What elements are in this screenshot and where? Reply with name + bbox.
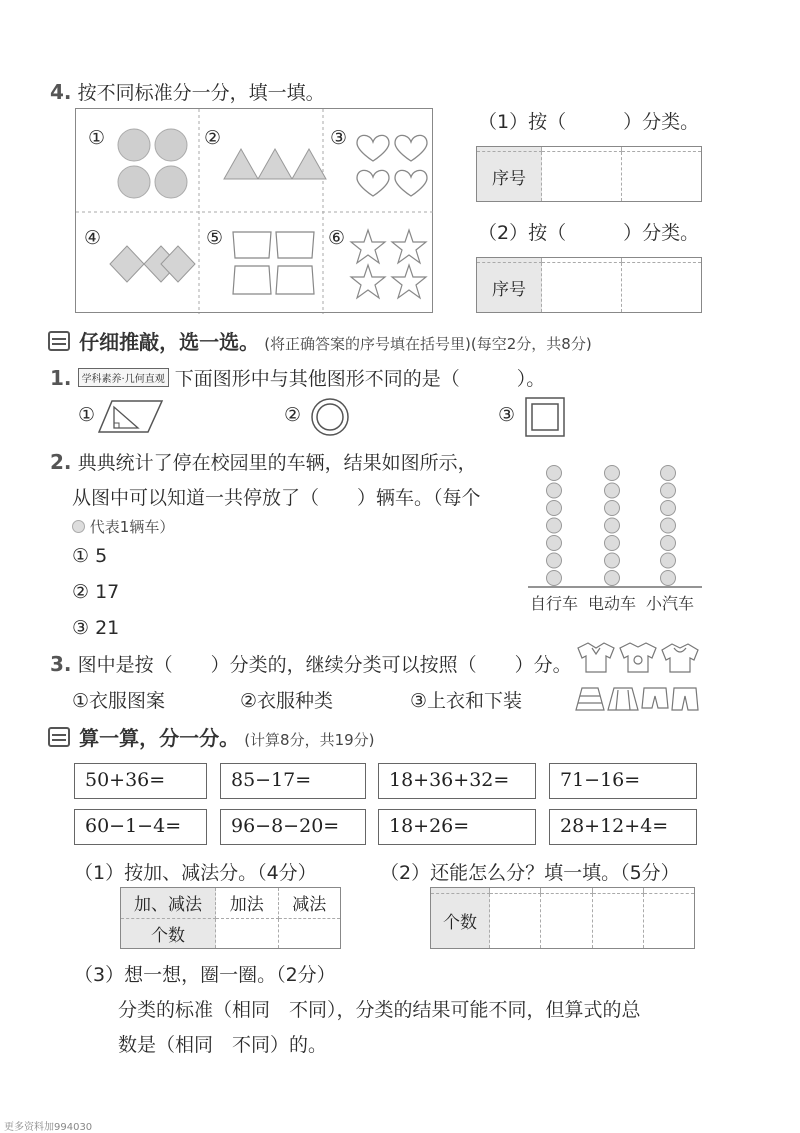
pictograph-unit-3-4 [661, 518, 676, 533]
pictograph-unit-2-6 [605, 483, 620, 498]
s3-line2: 数是（相同 不同）的。 [118, 1034, 328, 1056]
s2q2-text3: 代表1辆车） [89, 518, 175, 536]
section3-heading [48, 722, 375, 751]
clothes-illustration [574, 640, 702, 718]
tshirt-icon [620, 643, 656, 672]
literacy-tag: 学科素养·几何直观 [78, 368, 169, 387]
q4-table1-label: 序号 [477, 152, 542, 202]
cell-label-3: ③ [330, 127, 348, 149]
s2q3-text: 图中是按（ ）分类的，继续分类可以按照（ ）分。 [77, 654, 572, 676]
section3-title: 算一算，分一分。 [79, 726, 240, 750]
custom-sort-table[interactable] [430, 887, 695, 949]
q4-title: 按不同标准分一分，填一填。 [77, 82, 325, 104]
s2q3-opt2: ②衣服种类 [240, 690, 334, 712]
s2q1-opt1-label: ① [78, 404, 96, 426]
calc-box[interactable]: 50+36= [74, 763, 207, 799]
section2-note: (将正确答案的序号填在括号里)(每空2分，共8分) [264, 335, 592, 353]
q4-shapes-svg [76, 109, 434, 314]
q4-heading [50, 78, 325, 105]
pants-icon [672, 688, 698, 710]
s2q3-number: 3. [50, 652, 72, 676]
label-ebike: 电动车 [588, 594, 637, 613]
pictograph-unit-3-2 [661, 553, 676, 568]
custom-table-count: 个数 [431, 893, 490, 948]
s2q2-opt1: ① 5 [72, 545, 108, 567]
calc-box[interactable]: 28+12+4= [549, 809, 697, 845]
label-car: 小汽车 [646, 594, 695, 613]
q4-table2-label: 序号 [477, 263, 542, 313]
concentric-circles-figure [310, 397, 350, 437]
cell-label-2: ② [204, 127, 222, 149]
s2q3-opt3: ③上衣和下装 [410, 690, 523, 712]
s2q3-line [50, 650, 572, 677]
section2-title: 仔细推敲，选一选。 [79, 330, 260, 354]
s2q1-text: 下面图形中与其他图形不同的是（ ）。 [174, 368, 546, 390]
table-header-add: 加法 [216, 888, 279, 919]
pictograph-unit-1-7 [547, 466, 562, 481]
pictograph-unit-1-1 [547, 571, 562, 586]
pictograph-unit-1-3 [547, 536, 562, 551]
diamond-shapes [110, 246, 195, 282]
heart-shapes [357, 135, 427, 196]
calc-box[interactable]: 18+36+32= [378, 763, 536, 799]
pictograph-unit-3-3 [661, 536, 676, 551]
parallelogram-triangle-figure [98, 399, 164, 435]
pictograph-unit-2-7 [605, 466, 620, 481]
s2q3-opt1: ①衣服图案 [72, 690, 166, 712]
s2q2-opt2: ② 17 [72, 581, 120, 603]
calc-box[interactable]: 18+26= [378, 809, 536, 845]
pictograph-unit-3-6 [661, 483, 676, 498]
s2q2-opt3: ③ 21 [72, 617, 120, 639]
pictograph-unit-3-1 [661, 571, 676, 586]
q4-table2[interactable] [476, 257, 702, 313]
pictograph-unit-2-3 [605, 536, 620, 551]
s3-sub1: （1）按加、减法分。（4分） [74, 862, 317, 884]
pictograph-unit-1-5 [547, 501, 562, 516]
calc-box[interactable]: 60−1−4= [74, 809, 207, 845]
pictograph-unit-2-2 [605, 553, 620, 568]
cell-label-6: ⑥ [328, 227, 346, 249]
cell-label-4: ④ [84, 227, 102, 249]
calc-box[interactable]: 96−8−20= [220, 809, 366, 845]
pictograph-unit-1-6 [547, 483, 562, 498]
s3-line1: 分类的标准（相同 不同），分类的结果可能不同，但算式的总 [118, 999, 641, 1021]
q4-sub1: （1）按（ ）分类。 [478, 111, 700, 133]
pictograph-unit-2-4 [605, 518, 620, 533]
table-header-sub: 减法 [278, 888, 341, 919]
shirt-icon [578, 643, 614, 672]
pictograph-unit-3-7 [661, 466, 676, 481]
s2q1-number: 1. [50, 366, 72, 390]
s2q2-number: 2. [50, 450, 72, 474]
cell-label-1: ① [88, 127, 106, 149]
triangle-shapes [224, 149, 326, 179]
s2q1-line [50, 364, 545, 391]
hoodie-icon [662, 644, 698, 672]
pictograph-unit-1-4 [547, 518, 562, 533]
s2q1-opt3-label: ③ [498, 404, 516, 426]
unit-circle-icon [72, 520, 85, 533]
footer-watermark: 更多资料加994030 [4, 1122, 93, 1133]
dress-skirt-icon [608, 688, 638, 710]
s2q1-opt2-label: ② [284, 404, 302, 426]
shorts-icon [642, 688, 668, 708]
table-header-type: 加、减法 [121, 888, 216, 919]
s2q2-line1 [50, 448, 477, 475]
q4-shapes-grid [75, 108, 433, 313]
pictograph-unit-2-5 [605, 501, 620, 516]
s2q2-line2: 从图中可以知道一共停放了（ ）辆车。（每个 [72, 487, 481, 509]
star-shapes [351, 230, 426, 298]
add-sub-table[interactable] [120, 887, 341, 949]
q4-table1[interactable] [476, 146, 702, 202]
section-three-icon [48, 727, 70, 747]
skirt-icon [576, 688, 604, 710]
q4-sub2: （2）按（ ）分类。 [478, 222, 700, 244]
q4-number: 4. [50, 80, 72, 104]
calc-box[interactable]: 85−17= [220, 763, 366, 799]
cell-label-5: ⑤ [206, 227, 224, 249]
pictograph-unit-3-5 [661, 501, 676, 516]
s2q2-line3 [72, 516, 174, 537]
s3-sub3: （3）想一想，圈一圈。（2分） [74, 964, 336, 986]
section3-note: (计算8分，共19分) [244, 731, 375, 749]
pictograph-unit-2-1 [605, 571, 620, 586]
calc-box[interactable]: 71−16= [549, 763, 697, 799]
section2-heading [48, 326, 592, 355]
s2q2-text1: 典典统计了停在校园里的车辆，结果如图所示， [77, 452, 477, 474]
label-bicycle: 自行车 [530, 594, 579, 613]
section-two-icon [48, 331, 70, 351]
circle-shapes [118, 129, 187, 198]
trapezoid-shapes [233, 232, 314, 294]
pictograph-unit-1-2 [547, 553, 562, 568]
nested-squares-figure [524, 396, 566, 438]
s3-sub2: （2）还能怎么分？填一填。（5分） [380, 862, 680, 884]
table-row-count: 个数 [121, 918, 216, 949]
vehicle-pictograph [526, 456, 706, 616]
